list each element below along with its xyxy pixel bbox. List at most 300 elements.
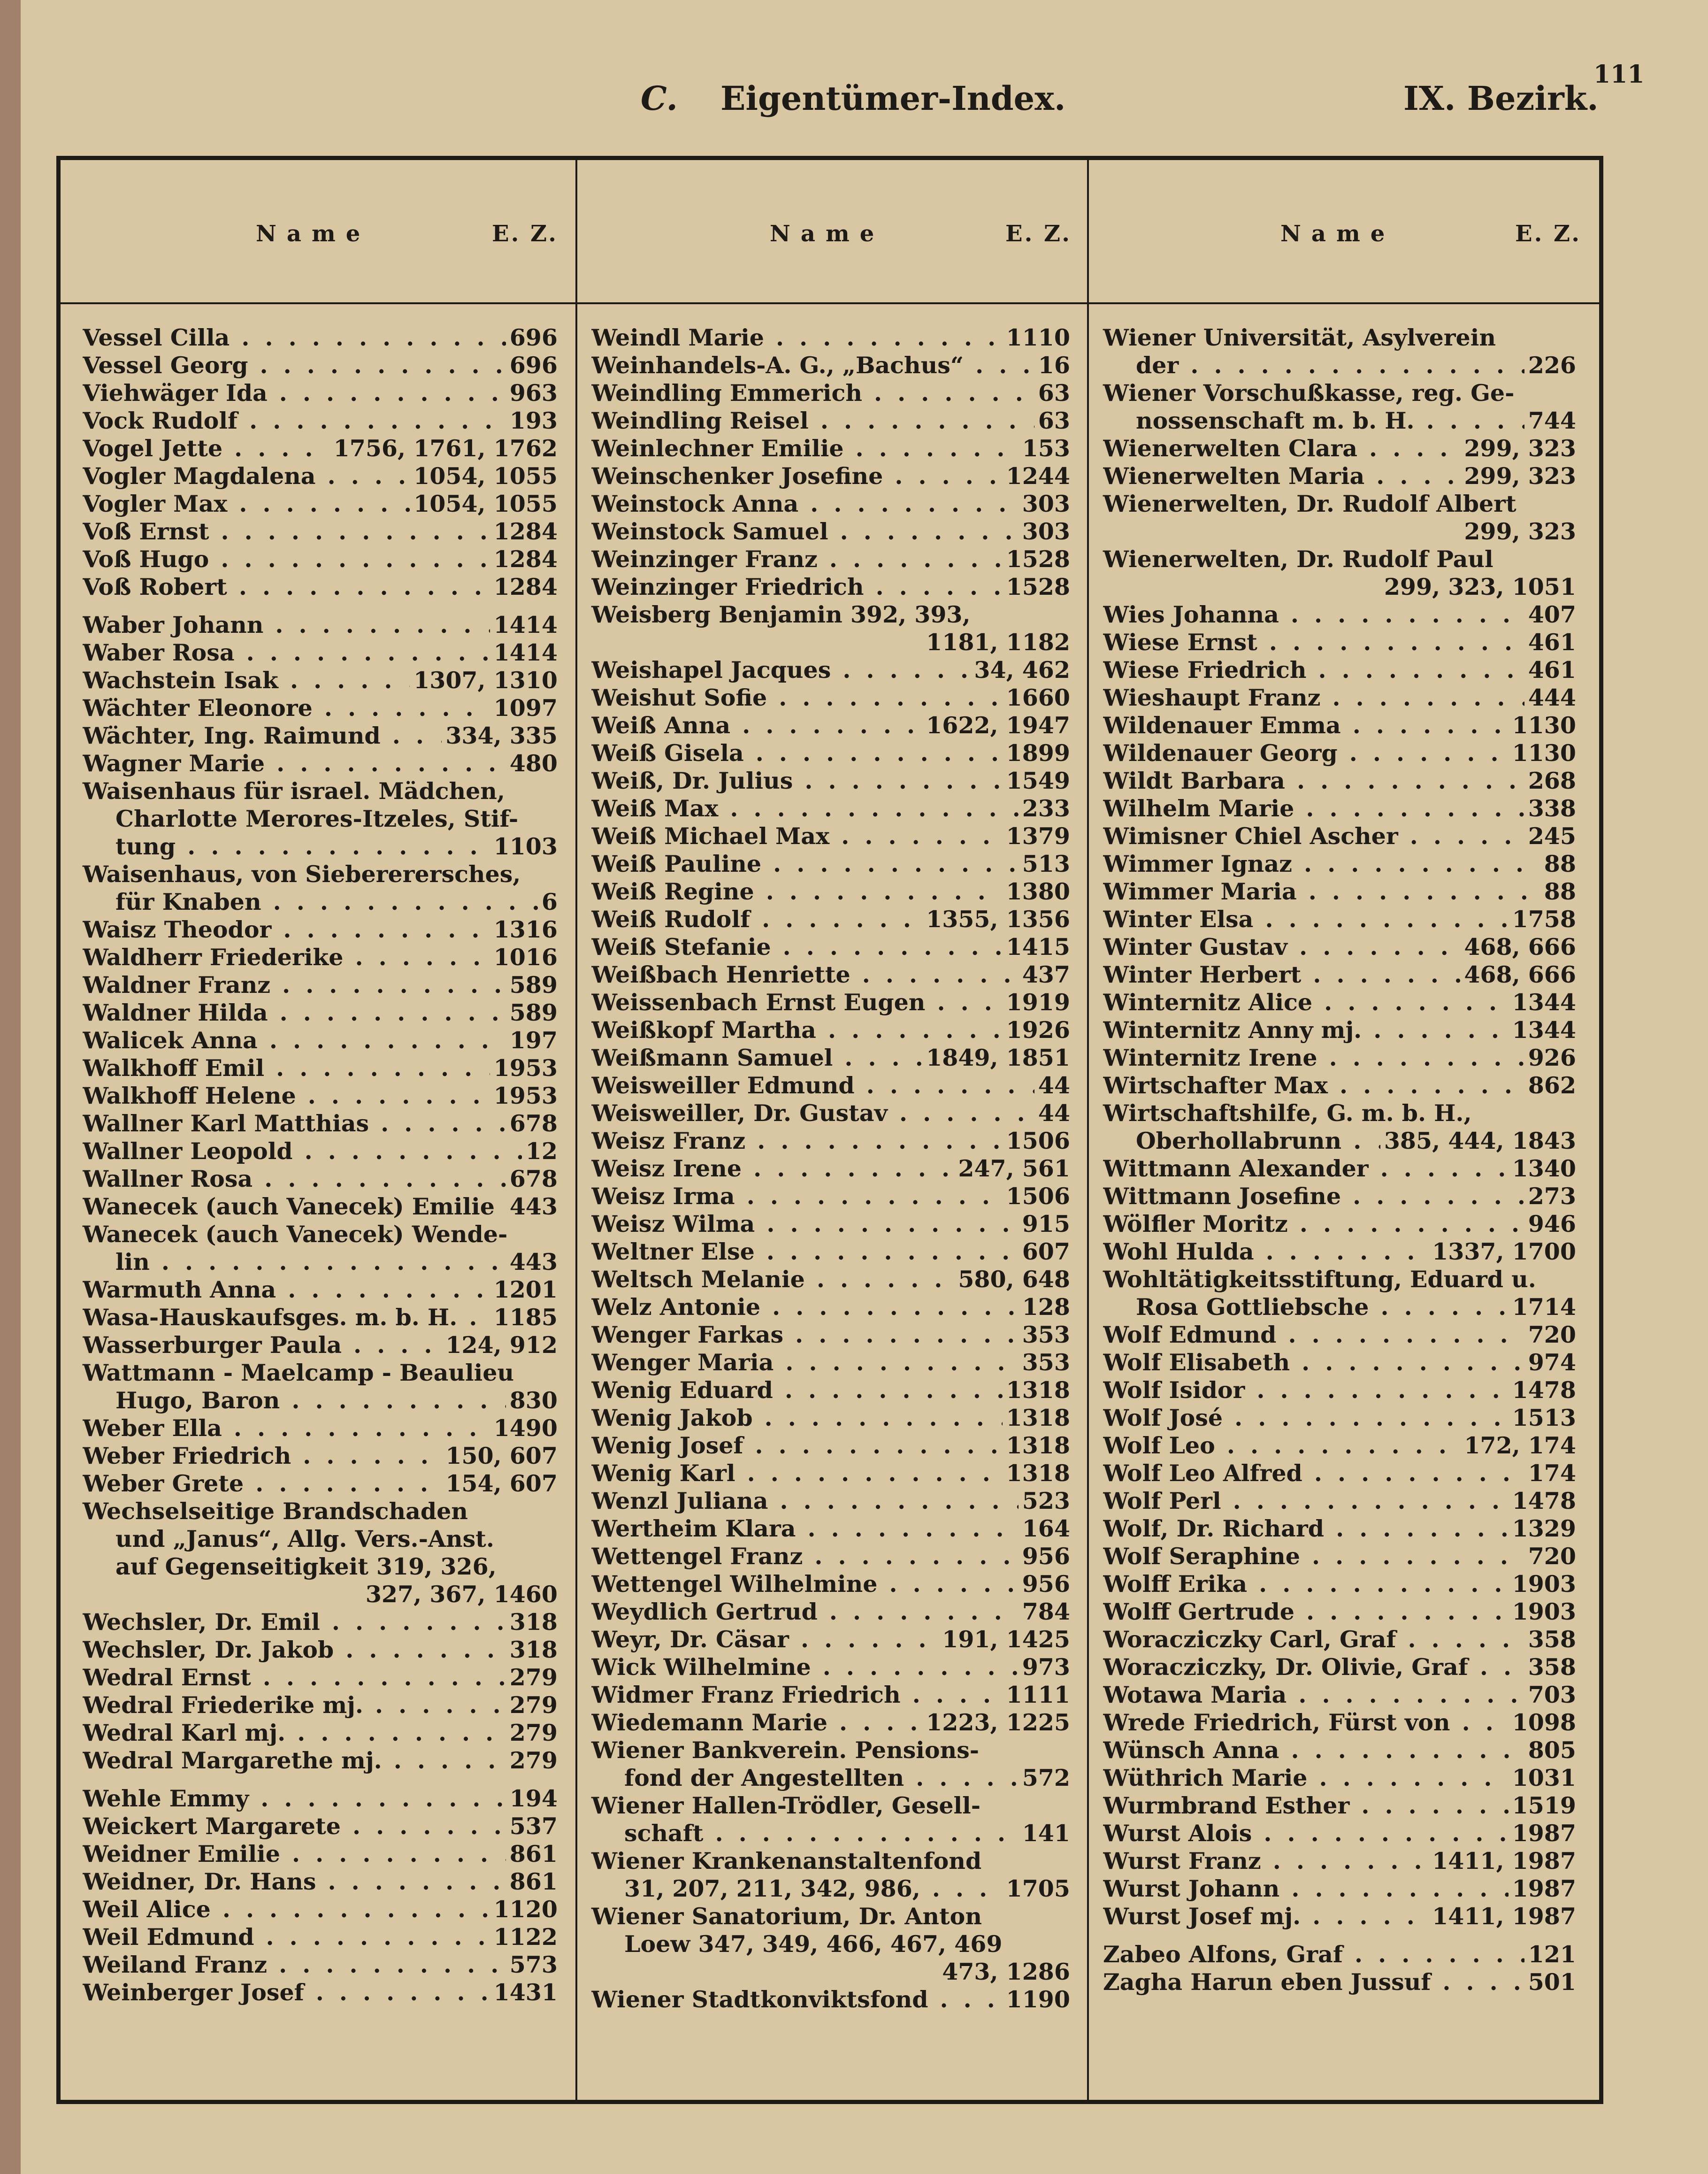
ez-value: 1181, 1182 [926, 629, 1070, 656]
entry-row [83, 1193, 558, 1221]
ez-value: 124, 912 [445, 1331, 558, 1359]
entry-row [83, 1027, 558, 1054]
index-entry [83, 1664, 558, 1691]
ez-value: 437 [1022, 961, 1070, 988]
entry-row [591, 1044, 1070, 1072]
index-entry [83, 1276, 558, 1304]
entry-row [1103, 1349, 1576, 1376]
owner-name: Weinlechner Emilie . . . [591, 435, 1019, 462]
entry-row [591, 684, 1070, 712]
entry-row [591, 352, 1070, 379]
index-entry [591, 1487, 1070, 1515]
entry-row [83, 1442, 558, 1470]
owner-name: Weißmann Samuel . . . [591, 1044, 922, 1072]
ez-value: 720 [1528, 1321, 1576, 1348]
index-entry [591, 1736, 1070, 1792]
index-entry [1103, 1210, 1576, 1238]
index-entry [591, 1653, 1070, 1681]
section-letter: C. [641, 79, 678, 118]
owner-name-last: 31, 207, 211, 342, 986, . . . [591, 1875, 1003, 1903]
owner-name: Wettengel Franz . . . [591, 1543, 1019, 1570]
index-entry [1103, 1404, 1576, 1432]
entry-row [1103, 739, 1576, 767]
entry-row [1103, 1820, 1576, 1847]
index-entry [83, 1868, 558, 1896]
owner-name: Vogel Jette . . . [83, 435, 330, 462]
owner-name: Wechsler, Dr. Jakob . . . [83, 1636, 506, 1664]
ez-value: 861 [509, 1868, 558, 1895]
entry-row [83, 1248, 558, 1276]
index-entry [1103, 1044, 1576, 1072]
owner-name: Wohl Hulda . . . [1103, 1238, 1428, 1266]
ez-value: 358 [1528, 1653, 1576, 1681]
entry-row [83, 1276, 558, 1304]
owner-name: Weindling Reisel . . . [591, 407, 1034, 435]
index-entry [83, 407, 558, 435]
index-entry [1103, 1376, 1576, 1404]
entry-row [83, 1747, 558, 1775]
owner-name: Weickert Margarete . . . [83, 1813, 506, 1840]
ez-value: 1528 [1006, 545, 1070, 573]
owner-name: Vessel Cilla . . . [83, 324, 506, 352]
ez-value: 678 [509, 1165, 558, 1192]
index-entry [1103, 629, 1576, 656]
ez-value: 1223, 1225 [926, 1709, 1070, 1736]
index-entry [1103, 878, 1576, 906]
ez-value: 1903 [1512, 1570, 1576, 1598]
owner-name: Weber Ella . . . [83, 1414, 490, 1442]
owner-name: Wieshaupt Franz . . . [1103, 684, 1524, 712]
owner-name: Weil Alice . . . [83, 1896, 490, 1923]
entry-row [83, 1719, 558, 1747]
owner-name: Winternitz Alice . . . [1103, 989, 1509, 1016]
owner-name: Wurst Josef mj. . . . [1103, 1903, 1428, 1930]
index-entry [83, 667, 558, 694]
entry-row [83, 667, 558, 694]
owner-name: Wienerwelten, Dr. Rudolf Paul [1103, 545, 1494, 573]
ez-value: 1756, 1761, 1762 [333, 435, 558, 462]
owner-name: Wiener Vorschußkasse, reg. Ge- [1103, 379, 1515, 407]
column1-name-header: Name [256, 221, 371, 247]
owner-name: Vogler Max . . . [83, 490, 410, 518]
entry-row [83, 324, 558, 352]
index-entry [591, 933, 1070, 961]
index-entry [591, 573, 1070, 601]
entry-row [1103, 1903, 1576, 1930]
entry-row [591, 1099, 1070, 1127]
owner-name: Wenger Maria . . . [591, 1349, 1019, 1376]
index-entry [83, 1813, 558, 1840]
ez-value: 279 [509, 1719, 558, 1746]
index-entry [83, 462, 558, 490]
index-entry [83, 1923, 558, 1951]
index-entry [83, 1331, 558, 1359]
ez-value: 696 [509, 352, 558, 379]
owner-name: Weyr, Dr. Cäsar . . . [591, 1626, 938, 1653]
entry-row [591, 878, 1070, 906]
entry-row [83, 1581, 558, 1608]
entry-row [591, 1570, 1070, 1598]
ez-value: 1622, 1947 [926, 712, 1070, 739]
entry-row [591, 961, 1070, 989]
owner-name: Woracziczky Carl, Graf . . . [1103, 1626, 1524, 1653]
entry-row [591, 1820, 1070, 1847]
owner-name: Weinhandels-A. G., „Bachus“ . . . [591, 352, 1034, 379]
entry-row [591, 1432, 1070, 1460]
owner-name: Wolf Edmund . . . [1103, 1321, 1524, 1349]
ez-value: 1478 [1512, 1487, 1576, 1514]
owner-name: Wenzl Juliana . . . [591, 1487, 1019, 1515]
index-entry [1103, 1543, 1576, 1570]
ez-value: 164 [1022, 1515, 1070, 1542]
ez-value: 226 [1528, 352, 1576, 379]
entry-row [591, 822, 1070, 850]
owner-name: Wedral Ernst . . . [83, 1664, 506, 1691]
entry-row [591, 407, 1070, 435]
index-entry [83, 860, 558, 916]
district-label: IX. Bezirk. [1403, 79, 1599, 118]
owner-name: Weiß Stefanie . . . [591, 933, 1003, 961]
owner-name: Wiedemann Marie . . . [591, 1709, 922, 1736]
entry-row [1103, 1681, 1576, 1709]
owner-name: Wünsch Anna . . . [1103, 1736, 1524, 1764]
entry-row [83, 435, 558, 462]
entry-row [591, 1404, 1070, 1432]
ez-value: 63 [1038, 379, 1070, 407]
ez-value: 1478 [1512, 1376, 1576, 1404]
owner-name: Weißbach Henriette . . . [591, 961, 1019, 989]
owner-name: Wächter Eleonore . . . [83, 694, 490, 722]
index-entry [1103, 379, 1576, 435]
letter-group-gap [83, 601, 558, 611]
owner-name: Wolf Elisabeth . . . [1103, 1349, 1524, 1376]
ez-value: 956 [1022, 1543, 1070, 1570]
ez-value: 915 [1022, 1210, 1070, 1237]
entry-row [83, 1785, 558, 1813]
index-entry [591, 1099, 1070, 1127]
ez-value: 1098 [1512, 1709, 1576, 1736]
index-column-1 [83, 324, 558, 2006]
owner-name: Vock Rudolf . . . [83, 407, 506, 435]
entry-row [1103, 518, 1576, 545]
entry-row [1103, 961, 1576, 989]
index-entry [1103, 490, 1576, 545]
index-entry [83, 1896, 558, 1923]
entry-row [1103, 629, 1576, 656]
ez-value: 537 [509, 1813, 558, 1840]
index-entry [1103, 1432, 1576, 1460]
entry-row [1103, 1404, 1576, 1432]
entry-row [1103, 1238, 1576, 1266]
index-entry [591, 1709, 1070, 1736]
owner-name: Waisz Theodor . . . [83, 916, 490, 944]
owner-name: Zabeo Alfons, Graf . . . [1103, 1941, 1524, 1968]
index-entry [83, 1359, 558, 1414]
owner-name: Weiß Gisela . . . [591, 739, 1003, 767]
entry-row [1103, 1653, 1576, 1681]
ez-value: 191, 1425 [942, 1626, 1070, 1653]
index-entry [83, 1165, 558, 1193]
owner-name: Wertheim Klara . . . [591, 1515, 1019, 1543]
entry-row [1103, 1875, 1576, 1903]
header-divider [56, 302, 1603, 304]
index-entry [591, 1460, 1070, 1487]
column-divider-2 [1087, 156, 1089, 2104]
ez-value: 1344 [1512, 989, 1576, 1016]
entry-row [591, 518, 1070, 545]
index-entry [1103, 601, 1576, 629]
index-entry [83, 324, 558, 352]
owner-name: Weisz Wilma . . . [591, 1210, 1019, 1238]
owner-name: Waisenhaus für israel. Mädchen, [83, 777, 505, 805]
index-entry [83, 777, 558, 860]
entry-row [591, 767, 1070, 795]
ez-value: 513 [1022, 850, 1070, 877]
owner-name: Walkhoff Emil . . . [83, 1054, 490, 1082]
entry-row [591, 1183, 1070, 1210]
index-entry [83, 1027, 558, 1054]
owner-name: Wallner Karl Matthias . . . [83, 1110, 506, 1137]
index-entry [591, 407, 1070, 435]
ez-value: 468, 666 [1464, 933, 1576, 960]
ez-value: 946 [1528, 1210, 1576, 1237]
entry-row [1103, 1127, 1576, 1155]
owner-name: Wagner Marie . . . [83, 750, 506, 777]
ez-value: 1344 [1512, 1016, 1576, 1044]
ez-value: 299, 323 [1464, 518, 1576, 545]
ez-value: 279 [509, 1691, 558, 1719]
owner-name: Winter Elsa . . . [1103, 906, 1509, 933]
owner-name: Weil Edmund . . . [83, 1923, 490, 1951]
index-entry [591, 1903, 1070, 1986]
owner-name: Wurst Alois . . . [1103, 1820, 1509, 1847]
entry-row [591, 462, 1070, 490]
index-entry [1103, 1349, 1576, 1376]
ez-value: 88 [1544, 850, 1576, 877]
owner-name: Wurmbrand Esther . . . [1103, 1792, 1509, 1820]
index-entry [83, 1221, 558, 1276]
ez-value: 34, 462 [974, 656, 1070, 684]
ez-value: 1316 [493, 916, 558, 943]
ez-value: 193 [509, 407, 558, 434]
entry-row [591, 1986, 1070, 2013]
column3-ez-header: E. Z. [1515, 221, 1581, 247]
owner-name: Weber Friedrich . . . [83, 1442, 442, 1470]
owner-name: Waldherr Friederike . . . [83, 944, 490, 971]
index-entry [1103, 1820, 1576, 1847]
owner-name-last: Hugo, Baron . . . [83, 1387, 506, 1414]
entry-row [591, 933, 1070, 961]
entry-row [1103, 878, 1576, 906]
owner-name: Wölfler Moritz . . . [1103, 1210, 1524, 1238]
owner-name: Wolf Seraphine . . . [1103, 1543, 1524, 1570]
entry-row [83, 1923, 558, 1951]
owner-name: Waber Rosa . . . [83, 639, 490, 667]
entry-row [83, 944, 558, 971]
index-entry [1103, 1736, 1576, 1764]
owner-name-last: lin . . . [83, 1248, 506, 1276]
owner-name: Warmuth Anna . . . [83, 1276, 490, 1304]
owner-name: Weidner Emilie . . . [83, 1840, 506, 1868]
entry-row [1103, 767, 1576, 795]
index-entry [1103, 1155, 1576, 1183]
ez-value: 16 [1038, 352, 1070, 379]
entry-row [591, 1155, 1070, 1183]
ez-value: 501 [1528, 1968, 1576, 1996]
owner-name: Wettengel Wilhelmine . . . [591, 1570, 1019, 1598]
ez-value: 1380 [1006, 878, 1070, 905]
ez-value: 194 [509, 1785, 558, 1812]
ez-value: 153 [1022, 435, 1070, 462]
entry-row [1103, 1968, 1576, 1996]
index-entry [591, 906, 1070, 933]
owner-name: Wolf Perl . . . [1103, 1487, 1509, 1515]
owner-name: Weinstock Anna . . . [591, 490, 1019, 518]
column-divider-1 [575, 156, 577, 2104]
index-entry [1103, 961, 1576, 989]
index-entry [1103, 795, 1576, 822]
ez-value: 279 [509, 1664, 558, 1691]
index-entry [83, 518, 558, 545]
ez-value: 1758 [1512, 906, 1576, 933]
index-entry [1103, 1626, 1576, 1653]
index-entry [1103, 1570, 1576, 1598]
entry-row [591, 1875, 1070, 1903]
index-entry [1103, 1875, 1576, 1903]
ez-value: 1284 [493, 518, 558, 545]
index-entry [83, 722, 558, 750]
index-entry [83, 352, 558, 379]
ez-value: 1016 [493, 944, 558, 971]
owner-name: Wildenauer Emma . . . [1103, 712, 1509, 739]
owner-name: Winternitz Irene . . . [1103, 1044, 1524, 1072]
entry-row [1103, 601, 1576, 629]
ez-value: 862 [1528, 1072, 1576, 1099]
ez-value: 703 [1528, 1681, 1576, 1708]
entry-row [1103, 1376, 1576, 1404]
ez-value: 443 [509, 1248, 558, 1275]
entry-row [1103, 1460, 1576, 1487]
owner-name: Wanecek (auch Vanecek) Wende- [83, 1221, 508, 1248]
ez-value: 1110 [1006, 324, 1070, 351]
entry-row [83, 916, 558, 944]
index-entry [1103, 1709, 1576, 1736]
owner-name: Wiener Sanatorium, Dr. Anton [591, 1903, 982, 1930]
entry-row [1103, 1736, 1576, 1764]
owner-name: Wenig Josef . . . [591, 1432, 1003, 1460]
owner-name: Welz Antonie . . . [591, 1293, 1019, 1321]
owner-name: Wittmann Josefine . . . [1103, 1183, 1524, 1210]
owner-name: Wenig Eduard . . . [591, 1376, 1003, 1404]
ez-value: 303 [1022, 518, 1070, 545]
ez-value: 299, 323 [1464, 462, 1576, 490]
entry-row [1103, 1598, 1576, 1626]
ez-value: 1284 [493, 573, 558, 600]
entry-row [591, 1321, 1070, 1349]
index-entry [591, 518, 1070, 545]
owner-name: Wattmann - Maelcamp - Beaulieu [83, 1359, 514, 1386]
ez-value: 233 [1022, 795, 1070, 822]
entry-row [591, 1460, 1070, 1487]
column2-ez-header: E. Z. [1005, 221, 1072, 247]
owner-name: Weiß Rudolf . . . [591, 906, 922, 933]
owner-name: Weinzinger Friedrich . . . [591, 573, 1003, 601]
owner-name: Winter Herbert . . . [1103, 961, 1460, 989]
owner-name: Wirtschafter Max . . . [1103, 1072, 1524, 1099]
index-entry [591, 795, 1070, 822]
owner-name: Weindl Marie . . . [591, 324, 1003, 352]
ez-value: 1122 [493, 1923, 558, 1951]
entry-row [83, 1896, 558, 1923]
owner-name: Weiß Michael Max . . . [591, 822, 1003, 850]
index-entry [83, 694, 558, 722]
entry-row [83, 1636, 558, 1664]
ez-value: 861 [509, 1840, 558, 1867]
column1-ez-header: E. Z. [492, 221, 558, 247]
index-entry [591, 1986, 1070, 2013]
entry-row [591, 1210, 1070, 1238]
ez-value: 1953 [493, 1054, 558, 1082]
index-entry [1103, 1016, 1576, 1044]
ez-value: 150, 607 [445, 1442, 558, 1469]
entry-row [1103, 1072, 1576, 1099]
ez-value: 1549 [1006, 767, 1070, 794]
entry-row [591, 490, 1070, 518]
owner-name: Zagha Harun eben Jussuf . . . [1103, 1968, 1524, 1996]
index-entry [83, 1110, 558, 1137]
entry-row [1103, 989, 1576, 1016]
entry-row [83, 722, 558, 750]
entry-row [591, 1515, 1070, 1543]
owner-name: Wedral Friederike mj. . . . [83, 1691, 506, 1719]
entry-row [1103, 1210, 1576, 1238]
entry-row [83, 1951, 558, 1979]
ez-value: 174 [1528, 1460, 1576, 1487]
ez-value: 926 [1528, 1044, 1576, 1071]
entry-row [83, 639, 558, 667]
owner-name: Weisz Irene . . . [591, 1155, 954, 1183]
owner-name-last: Rosa Gottliebsche . . . [1103, 1293, 1509, 1321]
entry-row [591, 795, 1070, 822]
ez-value: 580, 648 [958, 1266, 1070, 1293]
ez-value: 154, 607 [445, 1470, 558, 1497]
entry-row [83, 694, 558, 722]
owner-name: Voß Robert . . . [83, 573, 490, 601]
ez-value: 12 [525, 1137, 558, 1165]
ez-value: 461 [1528, 656, 1576, 684]
owner-name: Weindling Emmerich . . . [591, 379, 1034, 407]
entry-row [83, 379, 558, 407]
index-entry [591, 1210, 1070, 1238]
index-entry [1103, 1460, 1576, 1487]
index-entry [1103, 739, 1576, 767]
index-entry [1103, 1072, 1576, 1099]
owner-name-last: tung . . . [83, 833, 490, 860]
owner-name: Walicek Anna . . . [83, 1027, 506, 1054]
ez-value: 1244 [1006, 462, 1070, 490]
index-entry [1103, 933, 1576, 961]
entry-row [83, 1813, 558, 1840]
index-entry [1103, 1941, 1576, 1968]
index-entry [83, 1608, 558, 1636]
index-entry [591, 767, 1070, 795]
entry-row [591, 1016, 1070, 1044]
entry-row [591, 545, 1070, 573]
owner-name: Wienerwelten, Dr. Rudolf Albert [1103, 490, 1517, 517]
ez-value: 1379 [1006, 822, 1070, 850]
index-entry [83, 916, 558, 944]
entry-row [1103, 407, 1576, 435]
